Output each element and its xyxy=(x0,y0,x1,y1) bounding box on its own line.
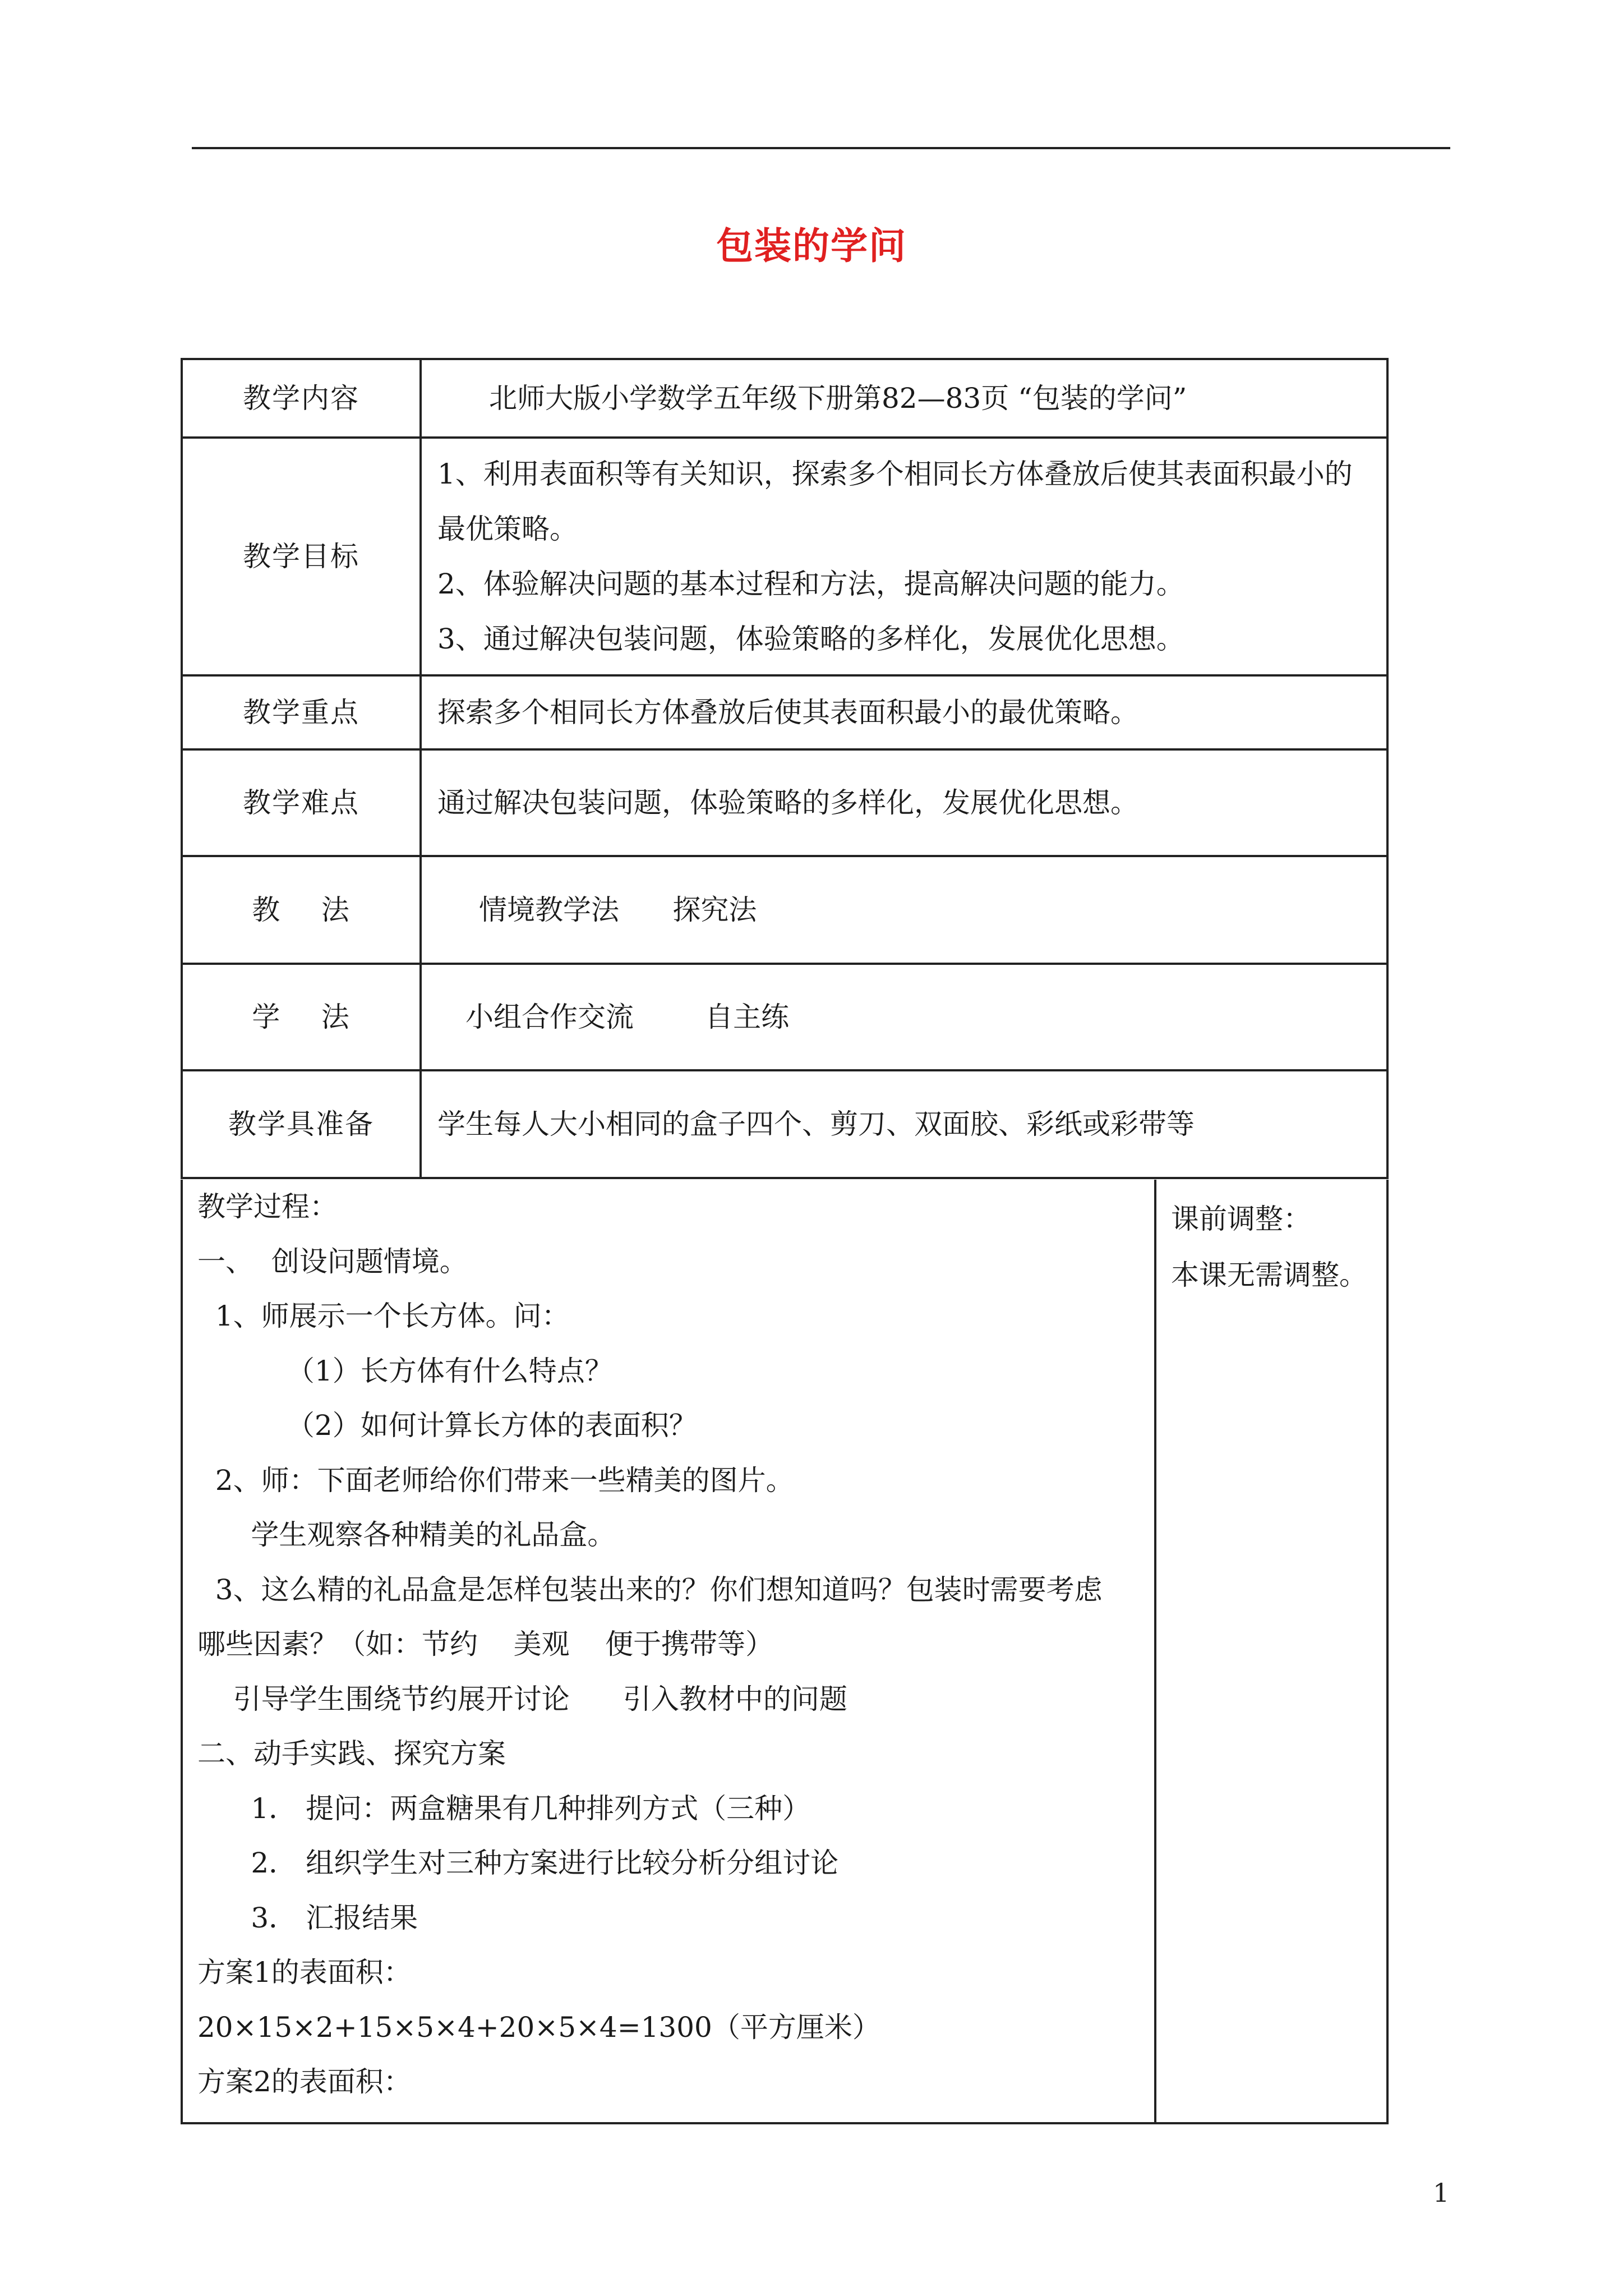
lesson-info-table xyxy=(181,358,1389,1179)
teaching-process-table xyxy=(181,1180,1389,2124)
value-learning-method: 小组合作交流 自主练 xyxy=(421,964,1387,1070)
row-content xyxy=(182,359,1387,438)
adjustment-column xyxy=(1155,1180,1387,2123)
row-materials xyxy=(182,1070,1387,1178)
value-key-point: 探索多个相同长方体叠放后使其表面积最小的最优策略。 xyxy=(421,675,1387,749)
row-difficulty xyxy=(182,749,1387,856)
process-line: 2． 组织学生对三种方案进行比较分析分组讨论 xyxy=(197,1847,839,1879)
row-teaching-method xyxy=(182,856,1387,964)
process-line: 方案1的表面积： xyxy=(197,1956,412,1989)
process-line: 1、师展示一个长方体。问： xyxy=(197,1300,570,1332)
process-line: 20×15×2+15×5×4+20×5×4=1300（平方厘米） xyxy=(197,2010,880,2044)
label-teaching-method: 教 法 xyxy=(182,856,421,964)
row-process xyxy=(182,1180,1387,2123)
value-goals xyxy=(421,438,1387,675)
process-line: （1）长方体有什么特点？ xyxy=(197,1354,613,1387)
process-column xyxy=(182,1180,1155,2123)
label-content: 教学内容 xyxy=(182,359,421,438)
label-learning-method: 学 法 xyxy=(182,964,421,1070)
process-line: 学生观察各种精美的礼品盒。 xyxy=(197,1519,616,1551)
process-line: 二、动手实践、探究方案 xyxy=(197,1737,506,1770)
process-line: 一、 创设问题情境。 xyxy=(197,1245,468,1278)
label-goals: 教学目标 xyxy=(182,438,421,675)
adjustment-text: 本课无需调整。 xyxy=(1171,1259,1367,1291)
process-line: 3、这么精的礼品盒是怎样包装出来的？你们想知道吗？包装时需要考虑 xyxy=(197,1573,1103,1606)
process-line: 引导学生围绕节约展开讨论 引入教材中的问题 xyxy=(197,1682,847,1715)
label-difficulty: 教学难点 xyxy=(182,749,421,856)
label-key-point: 教学重点 xyxy=(182,675,421,749)
value-difficulty: 通过解决包装问题，体验策略的多样化，发展优化思想。 xyxy=(421,749,1387,856)
goal-line: 最优策略。 xyxy=(437,513,578,545)
value-teaching-method: 情境教学法 探究法 xyxy=(421,856,1387,964)
row-key-point xyxy=(182,675,1387,749)
process-line: 2、师：下面老师给你们带来一些精美的图片。 xyxy=(197,1464,794,1497)
row-learning-method xyxy=(182,964,1387,1070)
process-line: 1． 提问：两盒糖果有几种排列方式（三种） xyxy=(197,1792,811,1825)
process-line: 方案2的表面积： xyxy=(197,2065,412,2098)
value-materials: 学生每人大小相同的盒子四个、剪刀、双面胶、彩纸或彩带等 xyxy=(421,1070,1387,1178)
page-title: 包装的学问 xyxy=(716,224,907,268)
goal-line: 2、体验解决问题的基本过程和方法，提高解决问题的能力。 xyxy=(437,568,1184,600)
goal-line: 1、利用表面积等有关知识，探索多个相同长方体叠放后使其表面积最小的 xyxy=(437,458,1353,490)
process-line: （2）如何计算长方体的表面积？ xyxy=(197,1409,697,1442)
label-materials: 教学具准备 xyxy=(182,1070,421,1178)
header-rule xyxy=(192,147,1450,149)
adjustment-title: 课前调整： xyxy=(1171,1203,1311,1235)
value-content: 北师大版小学数学五年级下册第82—83页 “包装的学问” xyxy=(421,359,1387,438)
row-goals xyxy=(182,438,1387,675)
process-line: 3． 汇报结果 xyxy=(197,1901,418,1934)
goal-line: 3、通过解决包装问题，体验策略的多样化，发展优化思想。 xyxy=(437,623,1184,655)
page-number: 1 xyxy=(1433,2178,1450,2208)
process-line: 哪些因素？（如：节约 美观 便于携带等） xyxy=(197,1628,774,1660)
process-line: 教学过程： xyxy=(197,1190,338,1223)
